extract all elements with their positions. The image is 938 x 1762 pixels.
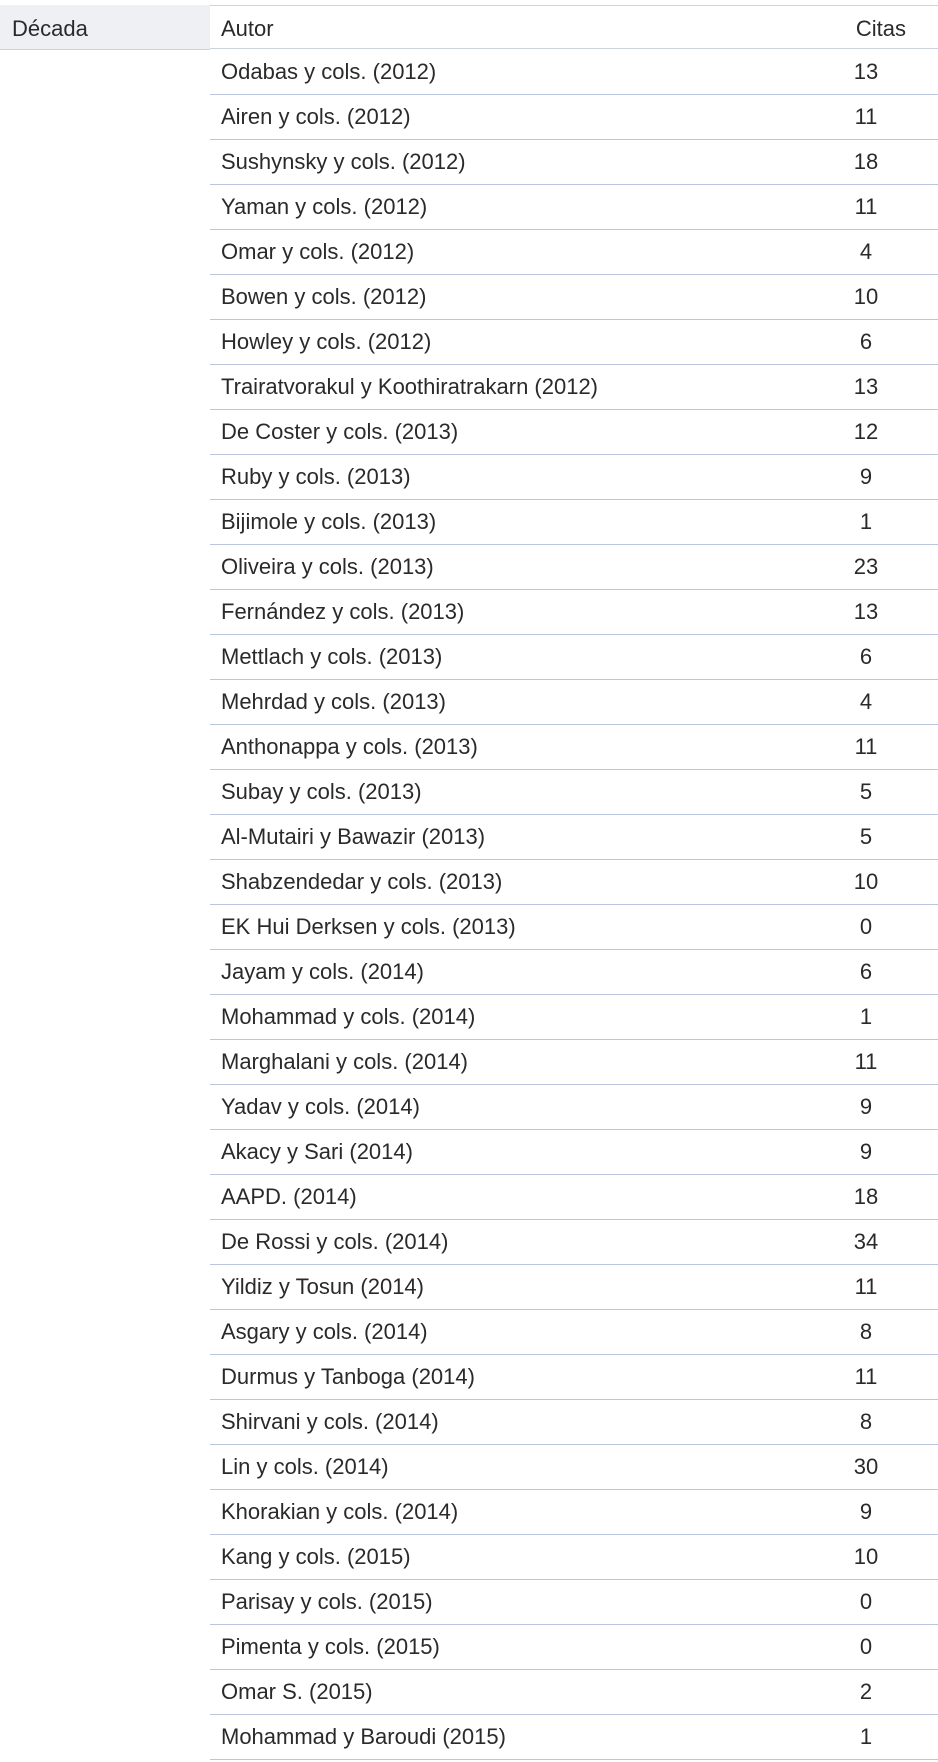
table-row (210, 95, 938, 140)
table-row (210, 320, 938, 365)
cell-autor: Parisay y cols. (2015) (221, 1589, 433, 1614)
table-row (210, 1040, 938, 1085)
cell-autor: Marghalani y cols. (2014) (221, 1049, 469, 1074)
cell-autor: Kang y cols. (2015) (221, 1544, 411, 1569)
cell-citas: 11 (854, 104, 878, 129)
table-row (210, 500, 938, 545)
cell-autor: Khorakian y cols. (2014) (221, 1499, 459, 1524)
table-row (210, 950, 938, 995)
cell-autor: Mohammad y Baroudi (2015) (221, 1724, 506, 1749)
cell-citas: 1 (859, 509, 873, 534)
table-row (210, 1265, 938, 1310)
cell-autor: Bowen y cols. (2012) (221, 284, 427, 309)
header-main-bg (210, 5, 938, 49)
cell-autor: Al-Mutairi y Bawazir (2013) (221, 824, 486, 849)
cell-citas: 6 (859, 329, 873, 354)
cell-citas: 11 (854, 734, 878, 759)
cell-autor: Shirvani y cols. (2014) (221, 1409, 439, 1434)
cell-autor: Sushynsky y cols. (2012) (221, 149, 466, 174)
table-row (210, 1220, 938, 1265)
cell-citas: 30 (853, 1454, 879, 1479)
header-decada: Década (12, 16, 88, 41)
table-row (210, 1310, 938, 1355)
cell-citas: 2 (859, 1679, 873, 1704)
table-row (210, 680, 938, 725)
cell-citas: 9 (859, 1499, 873, 1524)
cell-citas: 18 (853, 149, 879, 174)
cell-autor: EK Hui Derksen y cols. (2013) (221, 914, 516, 939)
cell-autor: Mettlach y cols. (2013) (221, 644, 443, 669)
cell-citas: 10 (853, 284, 879, 309)
cell-autor: Ruby y cols. (2013) (221, 464, 411, 489)
cell-citas: 12 (853, 419, 879, 444)
cell-autor: Odabas y cols. (2012) (221, 59, 437, 84)
cell-citas: 0 (859, 1634, 873, 1659)
table-body (210, 50, 938, 1760)
table-row (210, 1445, 938, 1490)
cell-autor: Trairatvorakul y Koothiratrakarn (2012) (221, 374, 599, 399)
cell-citas: 10 (853, 869, 879, 894)
table-row (210, 365, 938, 410)
table-row (210, 455, 938, 500)
table-row (210, 815, 938, 860)
table-row (210, 1535, 938, 1580)
cell-citas: 8 (859, 1409, 873, 1434)
table-row (210, 50, 938, 95)
table-row (210, 230, 938, 275)
cell-autor: Bijimole y cols. (2013) (221, 509, 437, 534)
table-row (210, 1130, 938, 1175)
cell-autor: Oliveira y cols. (2013) (221, 554, 434, 579)
cell-citas: 11 (854, 194, 878, 219)
cell-autor: Pimenta y cols. (2015) (221, 1634, 440, 1659)
table-row (210, 1580, 938, 1625)
cell-citas: 18 (853, 1184, 879, 1209)
cell-citas: 9 (859, 464, 873, 489)
cell-autor: Asgary y cols. (2014) (221, 1319, 428, 1344)
cell-autor: Akacy y Sari (2014) (221, 1139, 413, 1164)
table-row (210, 1355, 938, 1400)
cell-citas: 4 (859, 239, 873, 264)
table-row (210, 995, 938, 1040)
cell-citas: 5 (859, 824, 873, 849)
table-row (210, 1670, 938, 1715)
cell-autor: Shabzendedar y cols. (2013) (221, 869, 503, 894)
cell-autor: De Coster y cols. (2013) (221, 419, 459, 444)
cell-citas: 0 (859, 1589, 873, 1614)
cell-autor: Yildiz y Tosun (2014) (221, 1274, 424, 1299)
cell-citas: 34 (853, 1229, 879, 1254)
cell-citas: 1 (859, 1724, 873, 1749)
cell-autor: Mohammad y cols. (2014) (221, 1004, 476, 1029)
cell-citas: 11 (854, 1274, 878, 1299)
cell-citas: 5 (859, 779, 873, 804)
cell-autor: Anthonappa y cols. (2013) (221, 734, 478, 759)
table-row (210, 905, 938, 950)
cell-citas: 13 (853, 599, 879, 624)
table-row (210, 860, 938, 905)
table-row (210, 635, 938, 680)
cell-citas: 1 (859, 1004, 873, 1029)
table-row (210, 1400, 938, 1445)
cell-autor: Fernández y cols. (2013) (221, 599, 465, 624)
cell-autor: Mehrdad y cols. (2013) (221, 689, 446, 714)
cell-citas: 4 (859, 689, 873, 714)
cell-citas: 13 (853, 374, 879, 399)
cell-citas: 9 (859, 1094, 873, 1119)
table-row (210, 1175, 938, 1220)
cell-citas: 11 (854, 1049, 878, 1074)
cell-autor: Jayam y cols. (2014) (221, 959, 424, 984)
table-row (210, 590, 938, 635)
table-row (210, 1625, 938, 1670)
cell-citas: 13 (853, 59, 879, 84)
cell-autor: Omar S. (2015) (221, 1679, 373, 1704)
cell-autor: Yadav y cols. (2014) (221, 1094, 420, 1119)
table-header (0, 0, 938, 50)
cell-citas: 6 (859, 644, 873, 669)
table-row (210, 725, 938, 770)
cell-citas: 10 (853, 1544, 879, 1569)
table-row (210, 1490, 938, 1535)
table-row (210, 275, 938, 320)
cell-citas: 23 (853, 554, 879, 579)
table-row (210, 545, 938, 590)
cell-autor: Airen y cols. (2012) (221, 104, 411, 129)
cell-autor: Durmus y Tanboga (2014) (221, 1364, 475, 1389)
cell-autor: Lin y cols. (2014) (221, 1454, 389, 1479)
cell-citas: 9 (859, 1139, 873, 1164)
cell-citas: 0 (859, 914, 873, 939)
header-autor: Autor (221, 16, 274, 41)
table-row (210, 770, 938, 815)
table-row (210, 185, 938, 230)
cell-citas: 11 (854, 1364, 878, 1389)
cell-autor: AAPD. (2014) (221, 1184, 357, 1209)
table-row (210, 1085, 938, 1130)
table-row (210, 140, 938, 185)
table-row (210, 1715, 938, 1760)
cell-autor: Subay y cols. (2013) (221, 779, 422, 804)
header-citas: Citas (855, 16, 906, 41)
cell-autor: De Rossi y cols. (2014) (221, 1229, 449, 1254)
cell-citas: 8 (859, 1319, 873, 1344)
table-row (210, 410, 938, 455)
cell-autor: Yaman y cols. (2012) (221, 194, 428, 219)
cell-autor: Omar y cols. (2012) (221, 239, 415, 264)
cell-autor: Howley y cols. (2012) (221, 329, 432, 354)
cell-citas: 6 (859, 959, 873, 984)
